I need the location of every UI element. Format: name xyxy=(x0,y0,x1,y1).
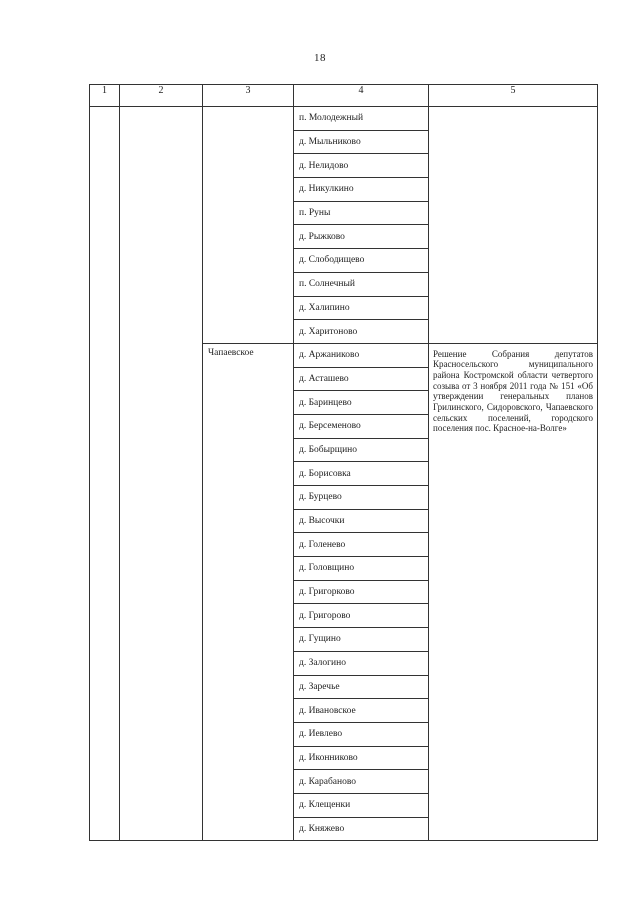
place-name-cell: д. Григорково xyxy=(294,580,429,604)
place-name-cell: п. Солнечный xyxy=(294,272,429,296)
place-name-cell: д. Слободищево xyxy=(294,249,429,273)
place-name-cell: д. Аржаниково xyxy=(294,343,429,367)
settlements-table xyxy=(89,84,598,841)
place-name-cell: д. Рыжково xyxy=(294,225,429,249)
place-name-cell: д. Карабаново xyxy=(294,770,429,794)
column-header-1: 1 xyxy=(90,85,120,107)
place-name-cell: п. Молодежный xyxy=(294,107,429,131)
place-name-cell: д. Баринцево xyxy=(294,391,429,415)
place-name-cell: д. Головщино xyxy=(294,557,429,581)
place-name-cell: д. Асташево xyxy=(294,367,429,391)
table-header-row xyxy=(90,85,598,107)
place-name-cell: д. Бобырщино xyxy=(294,438,429,462)
place-name-cell: д. Борисовка xyxy=(294,462,429,486)
place-name-cell: д. Ивановское xyxy=(294,699,429,723)
place-name-cell: д. Высочки xyxy=(294,509,429,533)
settlement-name-cell: Чапаевское xyxy=(203,343,294,840)
col1-empty-cell xyxy=(90,107,120,841)
col2-empty-cell xyxy=(120,107,203,841)
place-name-cell: п. Руны xyxy=(294,201,429,225)
place-name-cell: д. Халипино xyxy=(294,296,429,320)
page-number: 18 xyxy=(314,52,326,64)
column-header-4: 4 xyxy=(294,85,429,107)
place-name-cell: д. Заречье xyxy=(294,675,429,699)
place-name-cell: д. Княжево xyxy=(294,817,429,841)
column-header-5: 5 xyxy=(429,85,598,107)
place-name-cell: д. Клещенки xyxy=(294,793,429,817)
place-name-cell: д. Мыльниково xyxy=(294,130,429,154)
place-name-cell: д. Бурцево xyxy=(294,486,429,510)
column-header-3: 3 xyxy=(203,85,294,107)
place-name-cell: д. Харитоново xyxy=(294,320,429,344)
place-name-cell: д. Нелидово xyxy=(294,154,429,178)
settlement-cell-empty xyxy=(203,107,294,344)
decision-text-cell: Решение Собрания депутатов Красносельского муниципального района Костромской области четвертого созыва от 3 ноября 2011 года № 151 «Об утверждении генеральных планов Грилинского, Сидоровского, Чапаевского сельских поселений, городского поселения пос. Красное-на-Волге» xyxy=(429,343,598,840)
decision-cell-empty xyxy=(429,107,598,344)
place-name-cell: д. Гущино xyxy=(294,628,429,652)
column-header-2: 2 xyxy=(120,85,203,107)
table-row xyxy=(90,107,598,131)
place-name-cell: д. Залогино xyxy=(294,651,429,675)
place-name-cell: д. Берсеменово xyxy=(294,414,429,438)
place-name-cell: д. Григорово xyxy=(294,604,429,628)
place-name-cell: д. Никулкино xyxy=(294,178,429,202)
place-name-cell: д. Иконниково xyxy=(294,746,429,770)
place-name-cell: д. Иевлево xyxy=(294,722,429,746)
place-name-cell: д. Голенево xyxy=(294,533,429,557)
